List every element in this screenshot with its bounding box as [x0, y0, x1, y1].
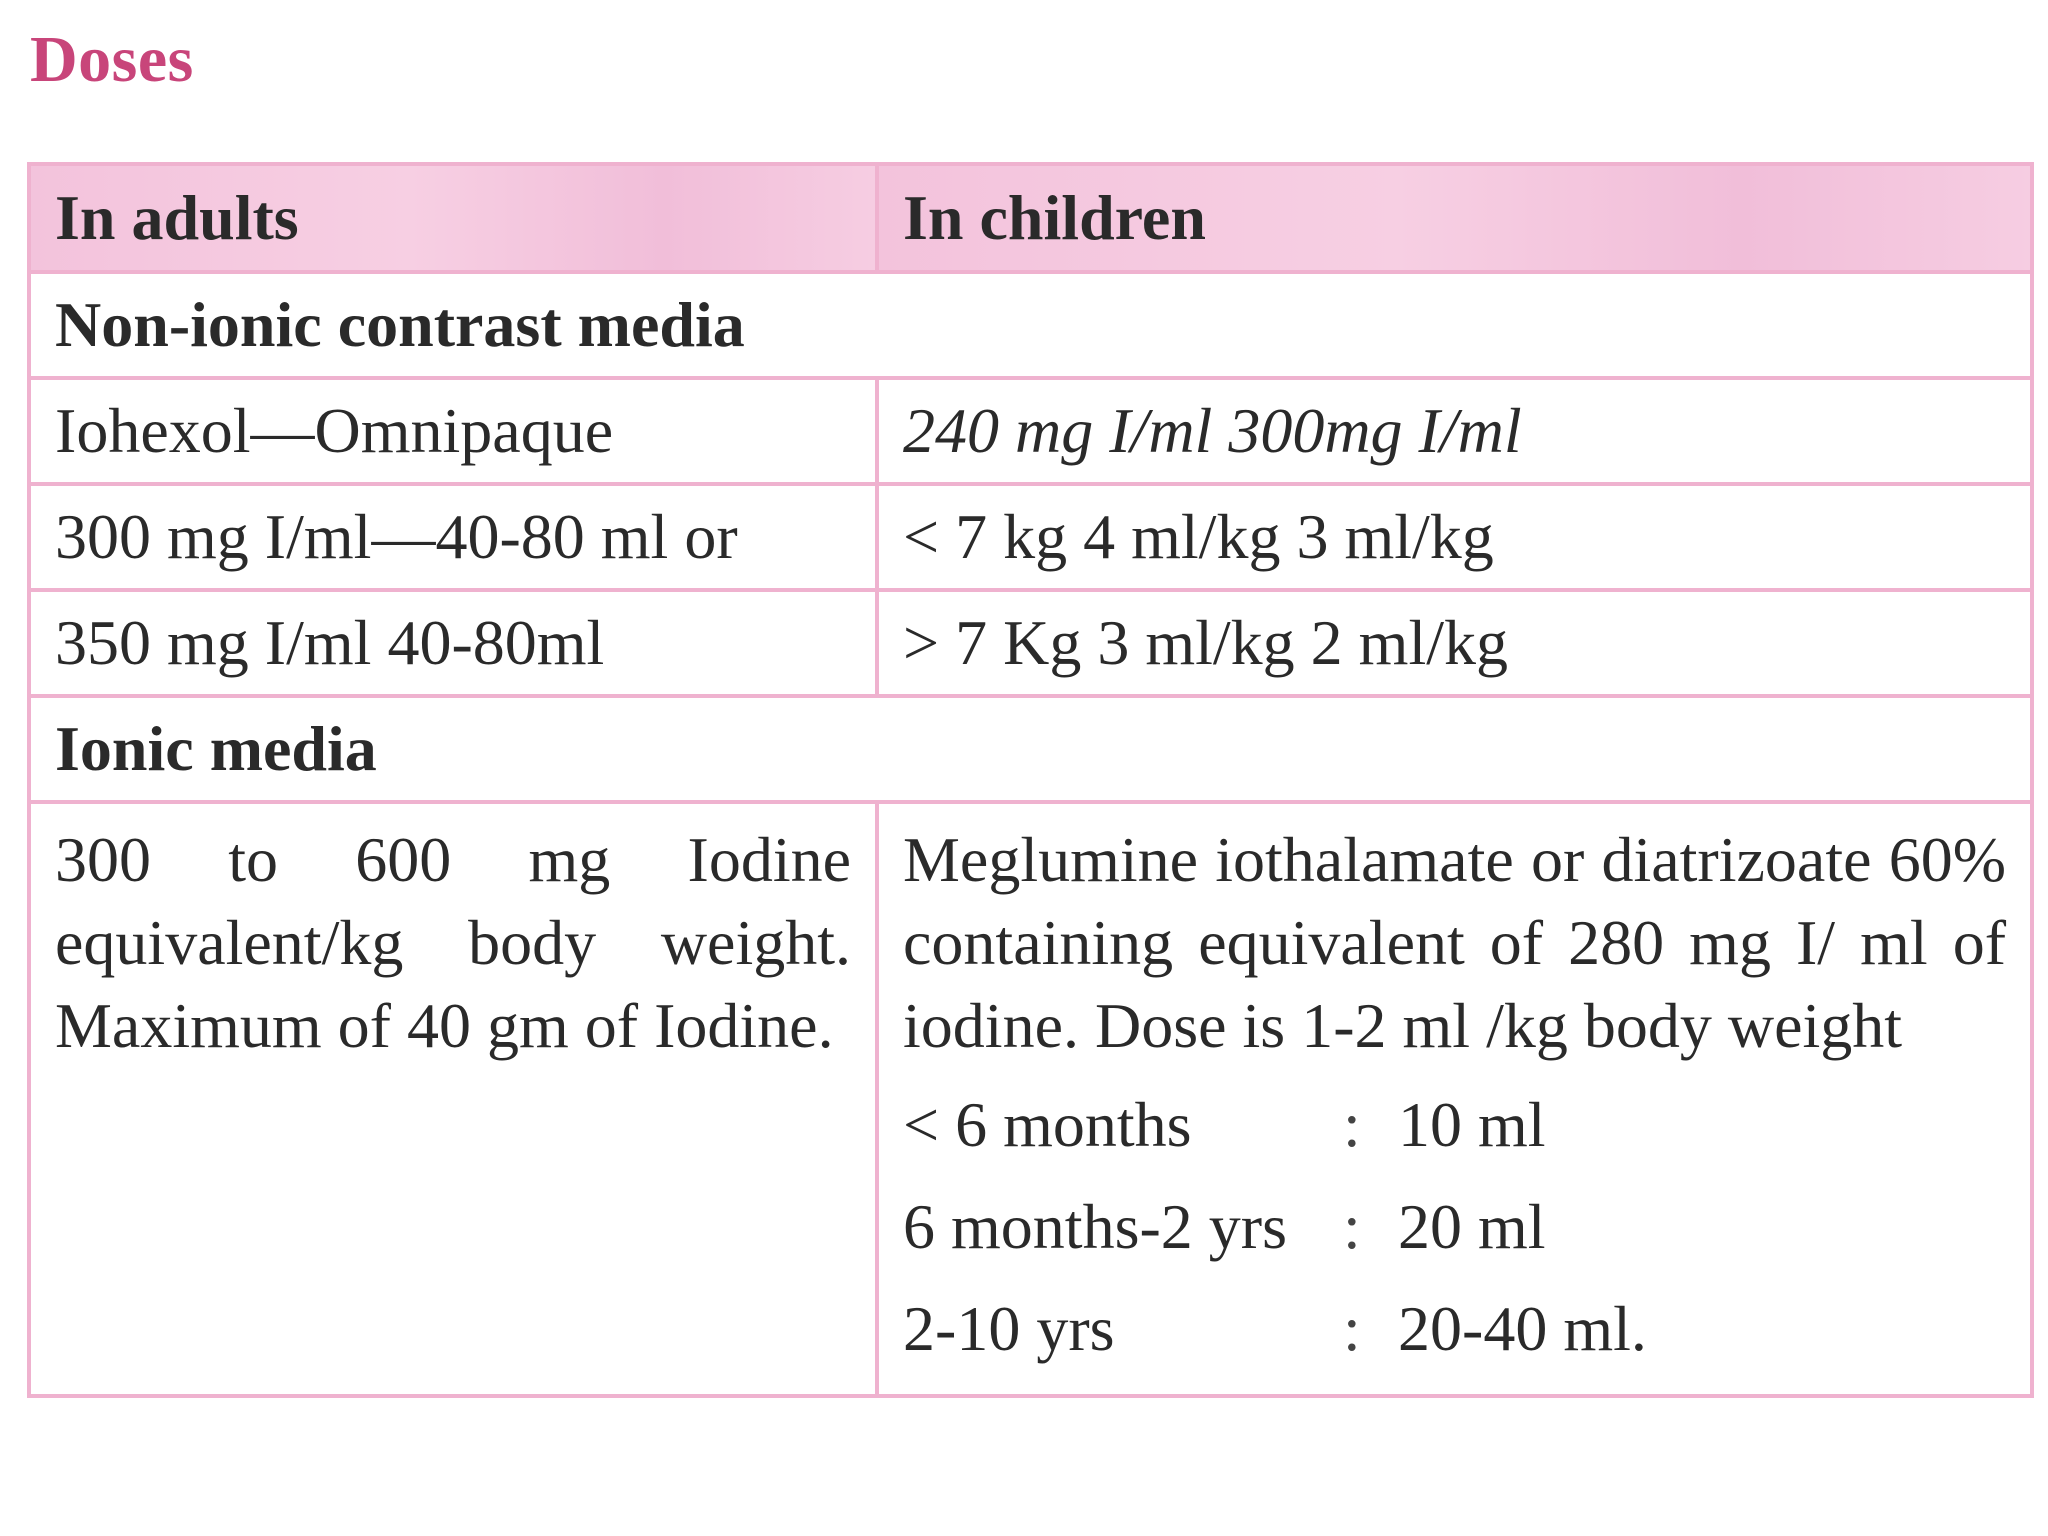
separator: :	[1343, 1190, 1361, 1262]
children-cell: < 7 kg 4 ml/kg 3 ml/kg	[877, 484, 2032, 590]
adults-cell: Iohexol—Omnipaque	[29, 378, 877, 484]
adults-cell: 300 mg I/ml—40-80 ml or	[29, 484, 877, 590]
section-title-ionic: Ionic media	[29, 696, 2032, 802]
header-adults: In adults	[29, 164, 877, 272]
age-label: 6 months-2 yrs	[903, 1190, 1287, 1262]
doses-table	[27, 162, 2034, 1398]
section-row-ionic	[29, 696, 2032, 802]
age-label: 2-10 yrs	[903, 1292, 1115, 1364]
list-item	[903, 1074, 1647, 1176]
dose-value: 10 ml	[1398, 1088, 1546, 1160]
table-header-row	[29, 164, 2032, 272]
table-row	[29, 484, 2032, 590]
section-title-non-ionic: Non-ionic contrast media	[29, 272, 2032, 378]
children-cell: > 7 Kg 3 ml/kg 2 ml/kg	[877, 590, 2032, 696]
adults-ionic-text: 300 to 600 mg Iodine equivalent/kg body weight. Maximum of 40 gm of Iodine.	[55, 824, 851, 1062]
separator: :	[1343, 1088, 1361, 1160]
separator: :	[1343, 1292, 1361, 1364]
dose-value: 20-40 ml.	[1398, 1292, 1647, 1364]
list-item	[903, 1176, 1647, 1278]
children-cell: 240 mg I/ml 300mg I/ml	[877, 378, 2032, 484]
adults-ionic-cell	[29, 802, 877, 1396]
adults-cell: 350 mg I/ml 40-80ml	[29, 590, 877, 696]
table-row	[29, 378, 2032, 484]
section-heading: Doses	[30, 23, 194, 96]
table-row-ionic-details	[29, 802, 2032, 1396]
section-row-non-ionic	[29, 272, 2032, 378]
age-dose-list	[903, 1074, 1647, 1380]
table-row	[29, 590, 2032, 696]
children-ionic-cell	[877, 802, 2032, 1396]
dose-value: 20 ml	[1398, 1190, 1546, 1262]
header-children: In children	[877, 164, 2032, 272]
age-label: < 6 months	[903, 1088, 1192, 1160]
children-ionic-text: Meglumine iothalamate or diatrizoate 60% containing equivalent of 280 mg I/ ml of iodine. Dose is 1-2 ml /kg body weight	[903, 824, 2006, 1062]
list-item	[903, 1278, 1647, 1380]
